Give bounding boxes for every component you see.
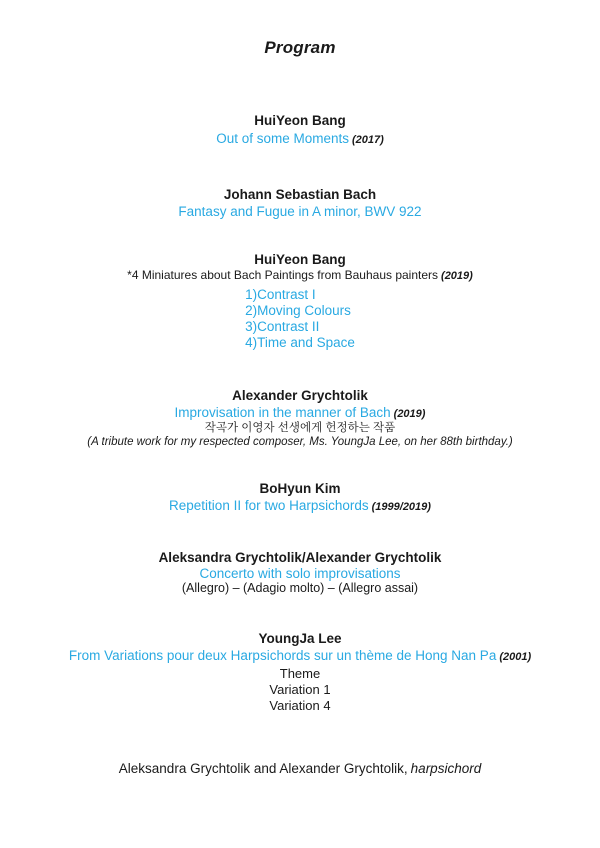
composer-name: YoungJa Lee xyxy=(258,631,342,646)
piece-title: Concerto with solo improvisations xyxy=(199,566,401,581)
program-section-bach xyxy=(0,185,600,220)
program-section-lee xyxy=(0,630,600,714)
piece-line xyxy=(0,647,600,666)
movements-line: (Allegro) – (Adagio molto) – (Allegro assai) xyxy=(181,581,419,595)
composer-name: Alexander Grychtolik xyxy=(232,388,368,403)
dedication-translation: (A tribute work for my respected composer, Ms. YoungJa Lee, on her 88th birthday.) xyxy=(87,435,513,448)
piece-year: (2019) xyxy=(441,270,473,282)
composer-name: BoHyun Kim xyxy=(259,481,341,496)
program-section-grychtolik-improvisation xyxy=(0,386,600,449)
performers-names: Aleksandra Grychtolik and Alexander Grychtolik, xyxy=(118,761,408,776)
dedication-korean: 작곡가 이영자 선생에게 헌정하는 작품 xyxy=(204,422,396,434)
piece-line xyxy=(0,204,600,220)
piece-title: From Variations pour deux Harpsichords sur un thème de Hong Nan Pa xyxy=(68,648,497,663)
piece-line xyxy=(0,405,600,422)
program-title: Program xyxy=(264,38,336,57)
piece-subtitle-line xyxy=(0,268,600,284)
movement-item: 4)Time and Space xyxy=(245,335,355,350)
piece-line xyxy=(0,131,600,148)
movement-list xyxy=(0,666,600,714)
movement-item: Variation 4 xyxy=(269,698,331,713)
movement-item: 1)Contrast I xyxy=(245,287,316,302)
program-section-kim xyxy=(0,479,600,515)
piece-year: (2001) xyxy=(499,651,532,663)
program-section-bang-miniatures xyxy=(0,252,600,352)
piece-year: (1999/2019) xyxy=(371,501,431,513)
program-section-bang-moments xyxy=(0,111,600,148)
composer-name: HuiYeon Bang xyxy=(254,252,346,267)
piece-title: Fantasy and Fugue in A minor, BWV 922 xyxy=(178,204,422,219)
piece-title: Repetition II for two Harpsichords xyxy=(169,498,369,513)
movement-item: Theme xyxy=(279,666,321,681)
piece-title: Improvisation in the manner of Bach xyxy=(174,405,391,420)
piece-year: (2017) xyxy=(352,134,384,146)
piece-subtitle: *4 Miniatures about Bach Paintings from Bauhaus painters xyxy=(127,268,439,282)
movement-item: 3)Contrast II xyxy=(245,319,320,334)
composer-name: Aleksandra Grychtolik/Alexander Grychtolik xyxy=(158,550,442,565)
movement-list xyxy=(245,287,355,351)
movement-item: 2)Moving Colours xyxy=(245,303,351,318)
piece-title: Out of some Moments xyxy=(216,131,349,146)
performers-line xyxy=(0,761,600,776)
program-section-grychtolik-concerto xyxy=(0,549,600,596)
movement-item: Variation 1 xyxy=(269,682,331,697)
composer-name: HuiYeon Bang xyxy=(254,113,346,128)
composer-name: Johann Sebastian Bach xyxy=(223,187,377,202)
performers-instrument: harpsichord xyxy=(410,761,482,776)
piece-year: (2019) xyxy=(393,408,426,420)
piece-line xyxy=(0,566,600,581)
piece-line xyxy=(0,498,600,515)
